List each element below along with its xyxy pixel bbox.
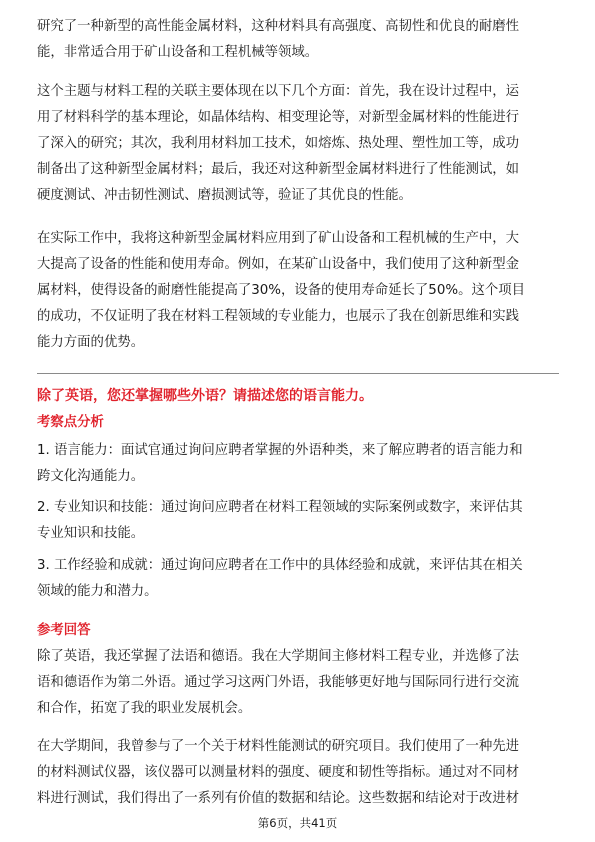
- section-divider: [37, 373, 559, 374]
- text-line: 了深入的研究；其次，我利用材料加工技术，如熔炼、热处理、塑性加工等，成功: [37, 136, 520, 151]
- relation-paragraph: [37, 79, 559, 209]
- text-line: 的成功，不仅证明了我在材料工程领域的专业能力，也展示了我在创新思维和实践: [37, 309, 520, 324]
- text-line: 研究了一种新型的高性能金属材料，这种材料具有高强度、高韧性和优良的耐磨性: [37, 19, 520, 34]
- text-line: 和合作，拓宽了我的职业发展机会。: [37, 701, 252, 716]
- analysis-heading: 考察点分析: [37, 415, 104, 430]
- text-line: 1. 语言能力：面试官通过询问应聘者掌握的外语种类，来了解应聘者的语言能力和: [37, 443, 523, 458]
- analysis-item-3: [37, 553, 559, 605]
- answer-paragraph-1: [37, 644, 559, 722]
- text-line: 领域的能力和潜力。: [37, 584, 158, 599]
- text-line: 3. 工作经验和成就：通过询问应聘者在工作中的具体经验和成就，来评估其在相关: [37, 558, 523, 573]
- text-line: 语和德语作为第二外语。通过学习这两门外语，我能够更好地与国际同行进行交流: [37, 675, 520, 690]
- page-number: 第6页，共41页: [257, 816, 338, 830]
- answer-heading: 参考回答: [37, 623, 91, 638]
- analysis-item-2: [37, 495, 559, 547]
- text-line: 能，非常适合用于矿山设备和工程机械等领域。: [37, 45, 319, 60]
- analysis-item-1: [37, 438, 559, 490]
- text-line: 大提高了设备的性能和使用寿命。例如，在某矿山设备中，我们使用了这种新型金: [37, 257, 520, 272]
- text-line: 除了英语，我还掌握了法语和德语。我在大学期间主修材料工程专业，并选修了法: [37, 649, 520, 664]
- text-line: 的材料测试仪器，该仪器可以测量材料的强度、硬度和韧性等指标。通过对不同材: [37, 765, 520, 780]
- answer-paragraph-2: [37, 734, 559, 812]
- text-line: 属材料，使得设备的耐磨性能提高了30%，设备的使用寿命延长了50%。这个项目: [37, 283, 526, 298]
- text-line: 2. 专业知识和技能：通过询问应聘者在材料工程领域的实际案例或数字，来评估其: [37, 500, 523, 515]
- text-line: 在大学期间，我曾参与了一个关于材料性能测试的研究项目。我们使用了一种先进: [37, 739, 520, 754]
- text-line: 专业知识和技能。: [37, 526, 145, 541]
- intro-paragraph: [37, 14, 559, 66]
- text-line: 用了材料科学的基本理论，如晶体结构、相变理论等，对新型金属材料的性能进行: [37, 110, 520, 125]
- text-line: 这个主题与材料工程的关联主要体现在以下几个方面：首先，我在设计过程中，运: [37, 84, 520, 99]
- application-paragraph: [37, 226, 559, 356]
- text-line: 跨文化沟通能力。: [37, 469, 145, 484]
- interview-question: 除了英语，您还掌握哪些外语？请描述您的语言能力。: [37, 388, 373, 404]
- text-line: 在实际工作中，我将这种新型金属材料应用到了矿山设备和工程机械的生产中，大: [37, 231, 520, 246]
- text-line: 能力方面的优势。: [37, 335, 145, 350]
- text-line: 料进行测试，我们得出了一系列有价值的数据和结论。这些数据和结论对于改进材: [37, 791, 520, 806]
- text-line: 硬度测试、冲击韧性测试、磨损测试等，验证了其优良的性能。: [37, 188, 412, 203]
- text-line: 制备出了这种新型金属材料；最后，我还对这种新型金属材料进行了性能测试，如: [37, 162, 520, 177]
